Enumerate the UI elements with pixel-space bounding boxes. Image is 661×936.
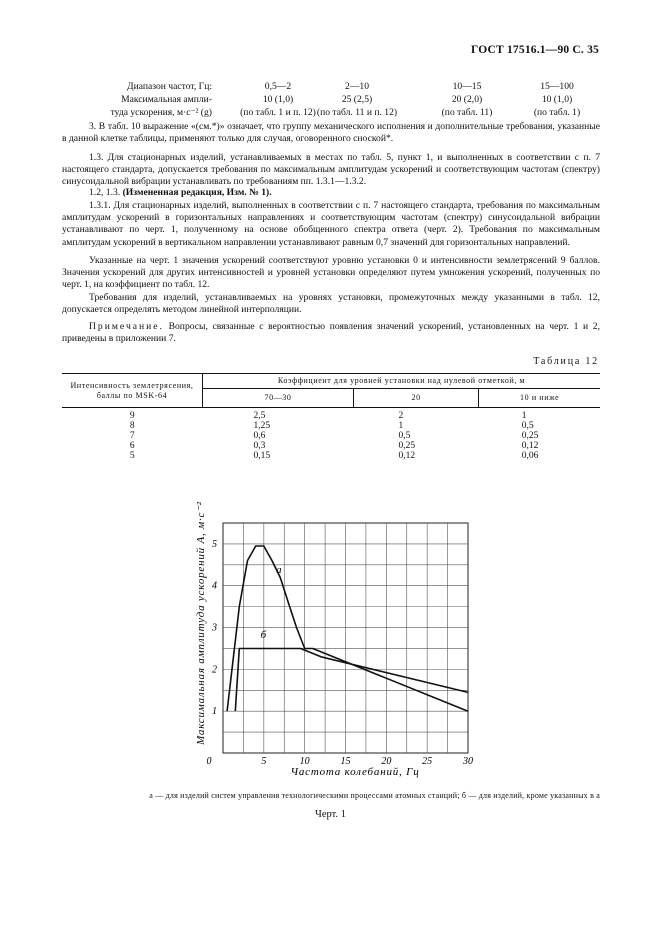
y-tick-label: 4 <box>212 580 217 592</box>
table-cell: 0,12 <box>398 451 416 461</box>
freq-cell: (по табл. 11 и п. 12) <box>316 107 398 118</box>
table-row <box>62 441 600 451</box>
x-tick-label: 0 <box>206 756 212 767</box>
paragraph-1-3-1: 1.3.1. Для стационарных изделий, выполненных в соответствии с п. 7 настоящего стандарта, требования по максимальным амплитудам ускорений в горизонтальных направлениях и соответствующим частотам (спектру) синусоидальной вибрации устанавливают по черт. 1, полученному на основе обобщенного спектра ответа (черт. 2). Требования по максимальным амплитудам ускорений в вертикальном направлении устанавливают равным 0,7 значений для горизонтальных направлений. <box>62 200 600 248</box>
table-cell: 0,3 <box>253 441 266 451</box>
y-tick-label: 3 <box>212 622 217 634</box>
freq-range-row <box>62 81 602 94</box>
acceleration-units-row <box>62 107 602 120</box>
table-head-intensity: Интенсивность землетрясения, баллы по MSK-64 <box>62 374 203 408</box>
y-tick-label: 1 <box>212 706 217 718</box>
freq-cell: (по табл. 1) <box>533 107 581 118</box>
table-cell: 2,5 <box>253 411 266 421</box>
freq-cell: Максимальная ампли- <box>121 94 212 105</box>
table-cell: 0,12 <box>521 441 539 451</box>
x-tick-label: 20 <box>381 756 392 767</box>
primechanie <box>62 321 600 345</box>
paragraph-1-3: 1.3. Для стационарных изделий, устанавливаемых в местах по табл. 5, пункт 1, и выполненных в соответствии с п. 7 настоящего стандарта, допускается требования по максимальным амплитудам ускорений и соответствующим частотам (спектру) синусоидальной вибрации устанавливать по требованиям пп. 1.3.1—1.3.2. <box>62 152 600 188</box>
freq-cell: 15—100 <box>540 81 574 92</box>
edit-note <box>62 187 600 199</box>
series-line-b <box>235 649 468 712</box>
primechanie-text: Вопросы, связанные с вероятностью появления значений ускорений, установленных на черт. 1 и 2, приведены в приложении 7. <box>62 321 600 345</box>
table-row <box>62 421 600 431</box>
x-tick-label: 15 <box>340 756 351 767</box>
table-head-coefficient: Коэффициент для уровней установки над нулевой отметкой, м <box>203 374 601 389</box>
table-row <box>62 408 600 422</box>
freq-cell: 10 (1,0) <box>541 94 573 105</box>
chart-series <box>227 546 468 711</box>
freq-cell: (по табл. 11) <box>441 107 493 118</box>
table-col-header: 70—30 <box>203 389 354 408</box>
freq-cell: 0,5—2 <box>264 81 292 92</box>
table-cell: 5 <box>129 451 135 461</box>
table-cell: 2 <box>398 411 404 421</box>
table-cell: 1 <box>521 411 527 421</box>
table-cell: 6 <box>129 441 135 451</box>
freq-cell: 2—10 <box>345 81 369 92</box>
x-tick-label: 5 <box>261 756 267 767</box>
chart-y-axis-label: Максимальная амплитуда ускорений A, м·с⁻² <box>195 501 207 745</box>
table-cell: 8 <box>129 421 135 431</box>
paragraph-interpolation: Требования для изделий, устанавливаемых на уровнях установки, промежуточных между указанными в табл. 12, допускается определять методом линейной интерполяции. <box>62 292 600 316</box>
y-tick-label: 2 <box>212 664 217 676</box>
freq-cell: 10—15 <box>452 81 482 92</box>
primechanie-label: Примечание. <box>89 321 164 332</box>
freq-cell: Диапазон частот, Гц: <box>127 81 212 92</box>
x-tick-label: 25 <box>422 756 433 767</box>
freq-cell: 10 (1,0) <box>262 94 294 105</box>
max-amplitude-row <box>62 94 602 107</box>
table-cell: 9 <box>129 411 135 421</box>
spectrum-chart <box>180 488 490 788</box>
table-cell: 1,25 <box>253 421 271 431</box>
table-cell: 0,06 <box>521 451 539 461</box>
freq-cell: 20 (2,0) <box>451 94 483 105</box>
table-cell: 0,5 <box>521 421 534 431</box>
page-header: ГОСТ 17516.1—90 С. 35 <box>471 44 599 56</box>
figure-label: Черт. 1 <box>315 809 346 820</box>
paragraph-values-note: Указанные на черт. 1 значения ускорений соответствуют уровню установки 0 и интенсивности землетрясений 9 баллов. Значения ускорений для других интенсивностей и уровней установки определяют путем умножения ускорений, полученных по черт. 1, на коэффициент по табл. 12. <box>62 255 600 291</box>
series-label: а <box>276 564 282 577</box>
table-col-header: 10 и ниже <box>479 389 600 408</box>
table-cell: 0,5 <box>398 431 411 441</box>
edit-note-bold: (Измененная редакция, Изм. № 1). <box>122 187 272 198</box>
x-tick-label: 10 <box>299 756 310 767</box>
chart-x-axis-label: Частота колебаний, Гц <box>290 766 420 778</box>
note-3: 3. В табл. 10 выражение «(см.*)» означает, что группу механического исполнения и дополнительные требования, указанные в данной клетке таблицы, применяют только для случая, оговоренного сноской*. <box>62 121 600 145</box>
table-12 <box>62 373 600 461</box>
table-cell: 0,15 <box>253 451 271 461</box>
table-cell: 0,25 <box>521 431 539 441</box>
table-cell: 1 <box>398 421 404 431</box>
chart-ticks <box>207 539 474 767</box>
table-cell: 0,25 <box>398 441 416 451</box>
table-cell: 7 <box>129 431 135 441</box>
table-col-header: 20 <box>354 389 479 408</box>
edit-note-prefix: 1.2, 1.3. <box>89 187 121 198</box>
y-tick-label: 5 <box>212 538 217 550</box>
x-tick-label: 30 <box>463 756 473 767</box>
table-cell: 0,6 <box>253 431 266 441</box>
figure-caption: а — для изделий систем управления технологическими процессами атомных станций; б — для изделий, кроме указанных в а <box>149 791 600 800</box>
freq-cell: (по табл. 1 и п. 12) <box>240 107 316 118</box>
table-12-caption: Таблица 12 <box>533 356 599 367</box>
freq-cell: туда ускорения, м·с⁻² (g) <box>110 107 212 118</box>
table-row <box>62 451 600 461</box>
table-row <box>62 431 600 441</box>
series-label: б <box>260 629 267 641</box>
freq-cell: 25 (2,5) <box>341 94 373 105</box>
